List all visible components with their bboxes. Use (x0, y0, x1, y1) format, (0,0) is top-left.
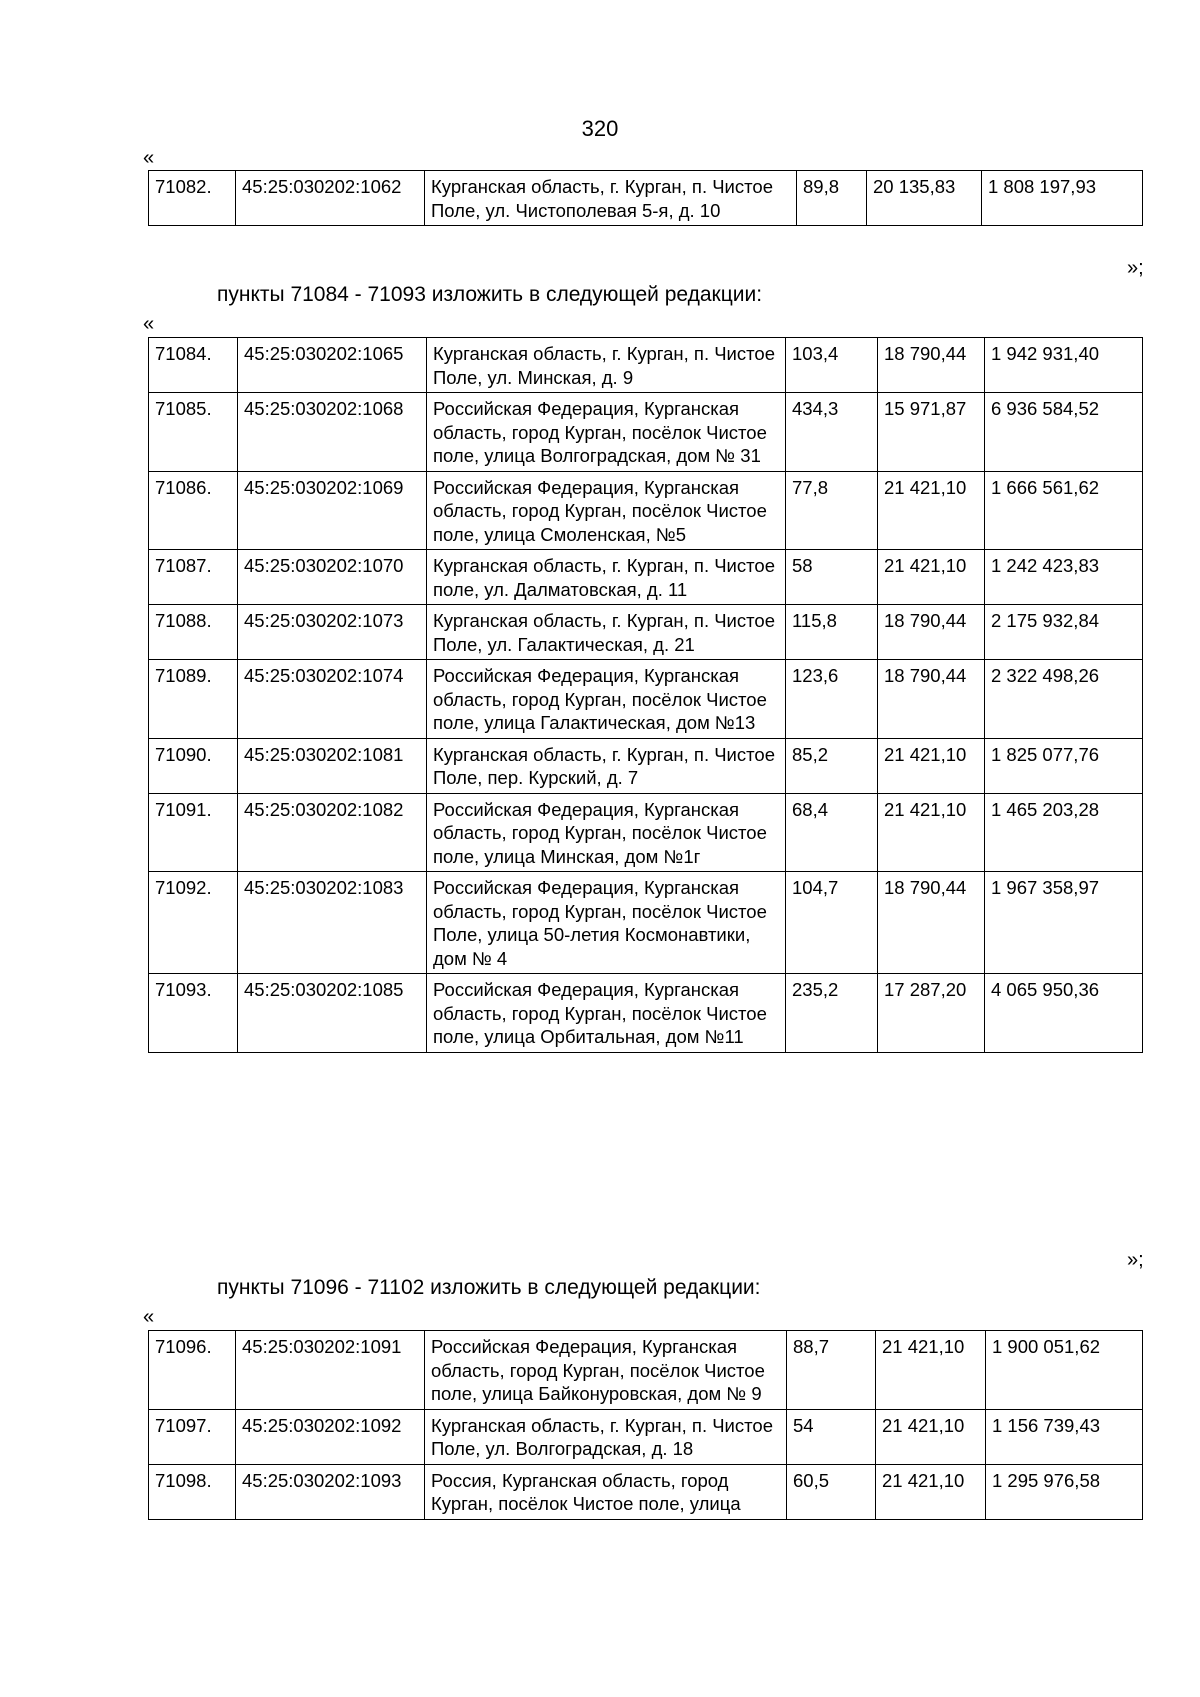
price-per-unit-cell: 21 421,10 (878, 471, 985, 550)
area-cell: 58 (786, 550, 878, 605)
opening-quote: « (143, 313, 155, 335)
table-row (149, 171, 1143, 226)
registry-table-3 (148, 1330, 1143, 1520)
row-number-cell: 71089. (149, 660, 238, 739)
total-value-cell: 2 175 932,84 (985, 605, 1143, 660)
row-number-cell: 71093. (149, 974, 238, 1053)
table-row (149, 1409, 1143, 1464)
address-cell: Курганская область, г. Курган, п. Чистое Поле, ул. Волгоградская, д. 18 (425, 1409, 787, 1464)
area-cell: 77,8 (786, 471, 878, 550)
cadastral-number-cell: 45:25:030202:1065 (238, 338, 427, 393)
price-per-unit-cell: 21 421,10 (878, 550, 985, 605)
table-row (149, 872, 1143, 974)
address-cell: Курганская область, г. Курган, п. Чистое Поле, ул. Чистополевая 5-я, д. 10 (425, 171, 797, 226)
total-value-cell: 1 156 739,43 (986, 1409, 1143, 1464)
price-per-unit-cell: 21 421,10 (876, 1409, 986, 1464)
table-row (149, 793, 1143, 872)
table-row (149, 660, 1143, 739)
cadastral-number-cell: 45:25:030202:1082 (238, 793, 427, 872)
row-number-cell: 71092. (149, 872, 238, 974)
address-cell: Российская Федерация, Курганская область, город Курган, посёлок Чистое Поле, улица 50-летия Космонавтики, дом № 4 (427, 872, 786, 974)
total-value-cell: 6 936 584,52 (985, 393, 1143, 472)
row-number-cell: 71084. (149, 338, 238, 393)
area-cell: 103,4 (786, 338, 878, 393)
price-per-unit-cell: 21 421,10 (878, 793, 985, 872)
row-number-cell: 71085. (149, 393, 238, 472)
table-row (149, 1331, 1143, 1410)
address-cell: Россия, Курганская область, город Курган, посёлок Чистое поле, улица (425, 1464, 787, 1519)
opening-quote: « (143, 1306, 155, 1328)
area-cell: 60,5 (787, 1464, 876, 1519)
price-per-unit-cell: 18 790,44 (878, 872, 985, 974)
total-value-cell: 1 295 976,58 (986, 1464, 1143, 1519)
table-row (149, 393, 1143, 472)
registry-table-1 (148, 170, 1143, 226)
row-number-cell: 71087. (149, 550, 238, 605)
row-number-cell: 71096. (149, 1331, 236, 1410)
area-cell: 123,6 (786, 660, 878, 739)
area-cell: 54 (787, 1409, 876, 1464)
row-number-cell: 71088. (149, 605, 238, 660)
cadastral-number-cell: 45:25:030202:1085 (238, 974, 427, 1053)
price-per-unit-cell: 21 421,10 (876, 1464, 986, 1519)
total-value-cell: 1 666 561,62 (985, 471, 1143, 550)
total-value-cell: 1 967 358,97 (985, 872, 1143, 974)
area-cell: 434,3 (786, 393, 878, 472)
cadastral-number-cell: 45:25:030202:1081 (238, 738, 427, 793)
address-cell: Курганская область, г. Курган, п. Чистое поле, ул. Далматовская, д. 11 (427, 550, 786, 605)
area-cell: 88,7 (787, 1331, 876, 1410)
area-cell: 235,2 (786, 974, 878, 1053)
cadastral-number-cell: 45:25:030202:1083 (238, 872, 427, 974)
price-per-unit-cell: 18 790,44 (878, 605, 985, 660)
address-cell: Российская Федерация, Курганская область, город Курган, посёлок Чистое поле, улица Галактическая, дом №13 (427, 660, 786, 739)
row-number-cell: 71098. (149, 1464, 236, 1519)
address-cell: Российская Федерация, Курганская область, город Курган, посёлок Чистое поле, улица Волгоградская, дом № 31 (427, 393, 786, 472)
price-per-unit-cell: 17 287,20 (878, 974, 985, 1053)
address-cell: Курганская область, г. Курган, п. Чистое Поле, пер. Курский, д. 7 (427, 738, 786, 793)
registry-table-2 (148, 337, 1143, 1053)
address-cell: Российская Федерация, Курганская область, город Курган, посёлок Чистое поле, улица Орбитальная, дом №11 (427, 974, 786, 1053)
table-row (149, 974, 1143, 1053)
area-cell: 85,2 (786, 738, 878, 793)
closing-quote: »; (1127, 257, 1144, 279)
address-cell: Российская Федерация, Курганская область, город Курган, посёлок Чистое поле, улица Смоленская, №5 (427, 471, 786, 550)
total-value-cell: 1 900 051,62 (986, 1331, 1143, 1410)
address-cell: Российская Федерация, Курганская область, город Курган, посёлок Чистое поле, улица Байконуровская, дом № 9 (425, 1331, 787, 1410)
price-per-unit-cell: 20 135,83 (867, 171, 982, 226)
price-per-unit-cell: 18 790,44 (878, 338, 985, 393)
cadastral-number-cell: 45:25:030202:1092 (236, 1409, 425, 1464)
address-cell: Курганская область, г. Курган, п. Чистое Поле, ул. Галактическая, д. 21 (427, 605, 786, 660)
row-number-cell: 71086. (149, 471, 238, 550)
cadastral-number-cell: 45:25:030202:1074 (238, 660, 427, 739)
cadastral-number-cell: 45:25:030202:1062 (236, 171, 425, 226)
amendment-instruction: пункты 71096 - 71102 изложить в следующей редакции: (217, 1276, 761, 1299)
cadastral-number-cell: 45:25:030202:1091 (236, 1331, 425, 1410)
total-value-cell: 1 242 423,83 (985, 550, 1143, 605)
table-row (149, 1464, 1143, 1519)
area-cell: 68,4 (786, 793, 878, 872)
total-value-cell: 1 825 077,76 (985, 738, 1143, 793)
row-number-cell: 71090. (149, 738, 238, 793)
area-cell: 115,8 (786, 605, 878, 660)
cadastral-number-cell: 45:25:030202:1073 (238, 605, 427, 660)
price-per-unit-cell: 21 421,10 (876, 1331, 986, 1410)
total-value-cell: 1 942 931,40 (985, 338, 1143, 393)
row-number-cell: 71097. (149, 1409, 236, 1464)
amendment-instruction: пункты 71084 - 71093 изложить в следующей редакции: (217, 283, 763, 306)
table-row (149, 338, 1143, 393)
table-row (149, 471, 1143, 550)
price-per-unit-cell: 18 790,44 (878, 660, 985, 739)
page-number: 320 (581, 116, 619, 141)
table-row (149, 738, 1143, 793)
row-number-cell: 71082. (149, 171, 236, 226)
cadastral-number-cell: 45:25:030202:1070 (238, 550, 427, 605)
total-value-cell: 2 322 498,26 (985, 660, 1143, 739)
address-cell: Российская Федерация, Курганская область, город Курган, посёлок Чистое поле, улица Минская, дом №1г (427, 793, 786, 872)
total-value-cell: 1 465 203,28 (985, 793, 1143, 872)
total-value-cell: 1 808 197,93 (982, 171, 1143, 226)
cadastral-number-cell: 45:25:030202:1093 (236, 1464, 425, 1519)
total-value-cell: 4 065 950,36 (985, 974, 1143, 1053)
area-cell: 104,7 (786, 872, 878, 974)
row-number-cell: 71091. (149, 793, 238, 872)
opening-quote: « (143, 147, 155, 169)
address-cell: Курганская область, г. Курган, п. Чистое Поле, ул. Минская, д. 9 (427, 338, 786, 393)
area-cell: 89,8 (797, 171, 867, 226)
price-per-unit-cell: 21 421,10 (878, 738, 985, 793)
closing-quote: »; (1127, 1249, 1144, 1271)
price-per-unit-cell: 15 971,87 (878, 393, 985, 472)
cadastral-number-cell: 45:25:030202:1068 (238, 393, 427, 472)
table-row (149, 605, 1143, 660)
table-row (149, 550, 1143, 605)
cadastral-number-cell: 45:25:030202:1069 (238, 471, 427, 550)
